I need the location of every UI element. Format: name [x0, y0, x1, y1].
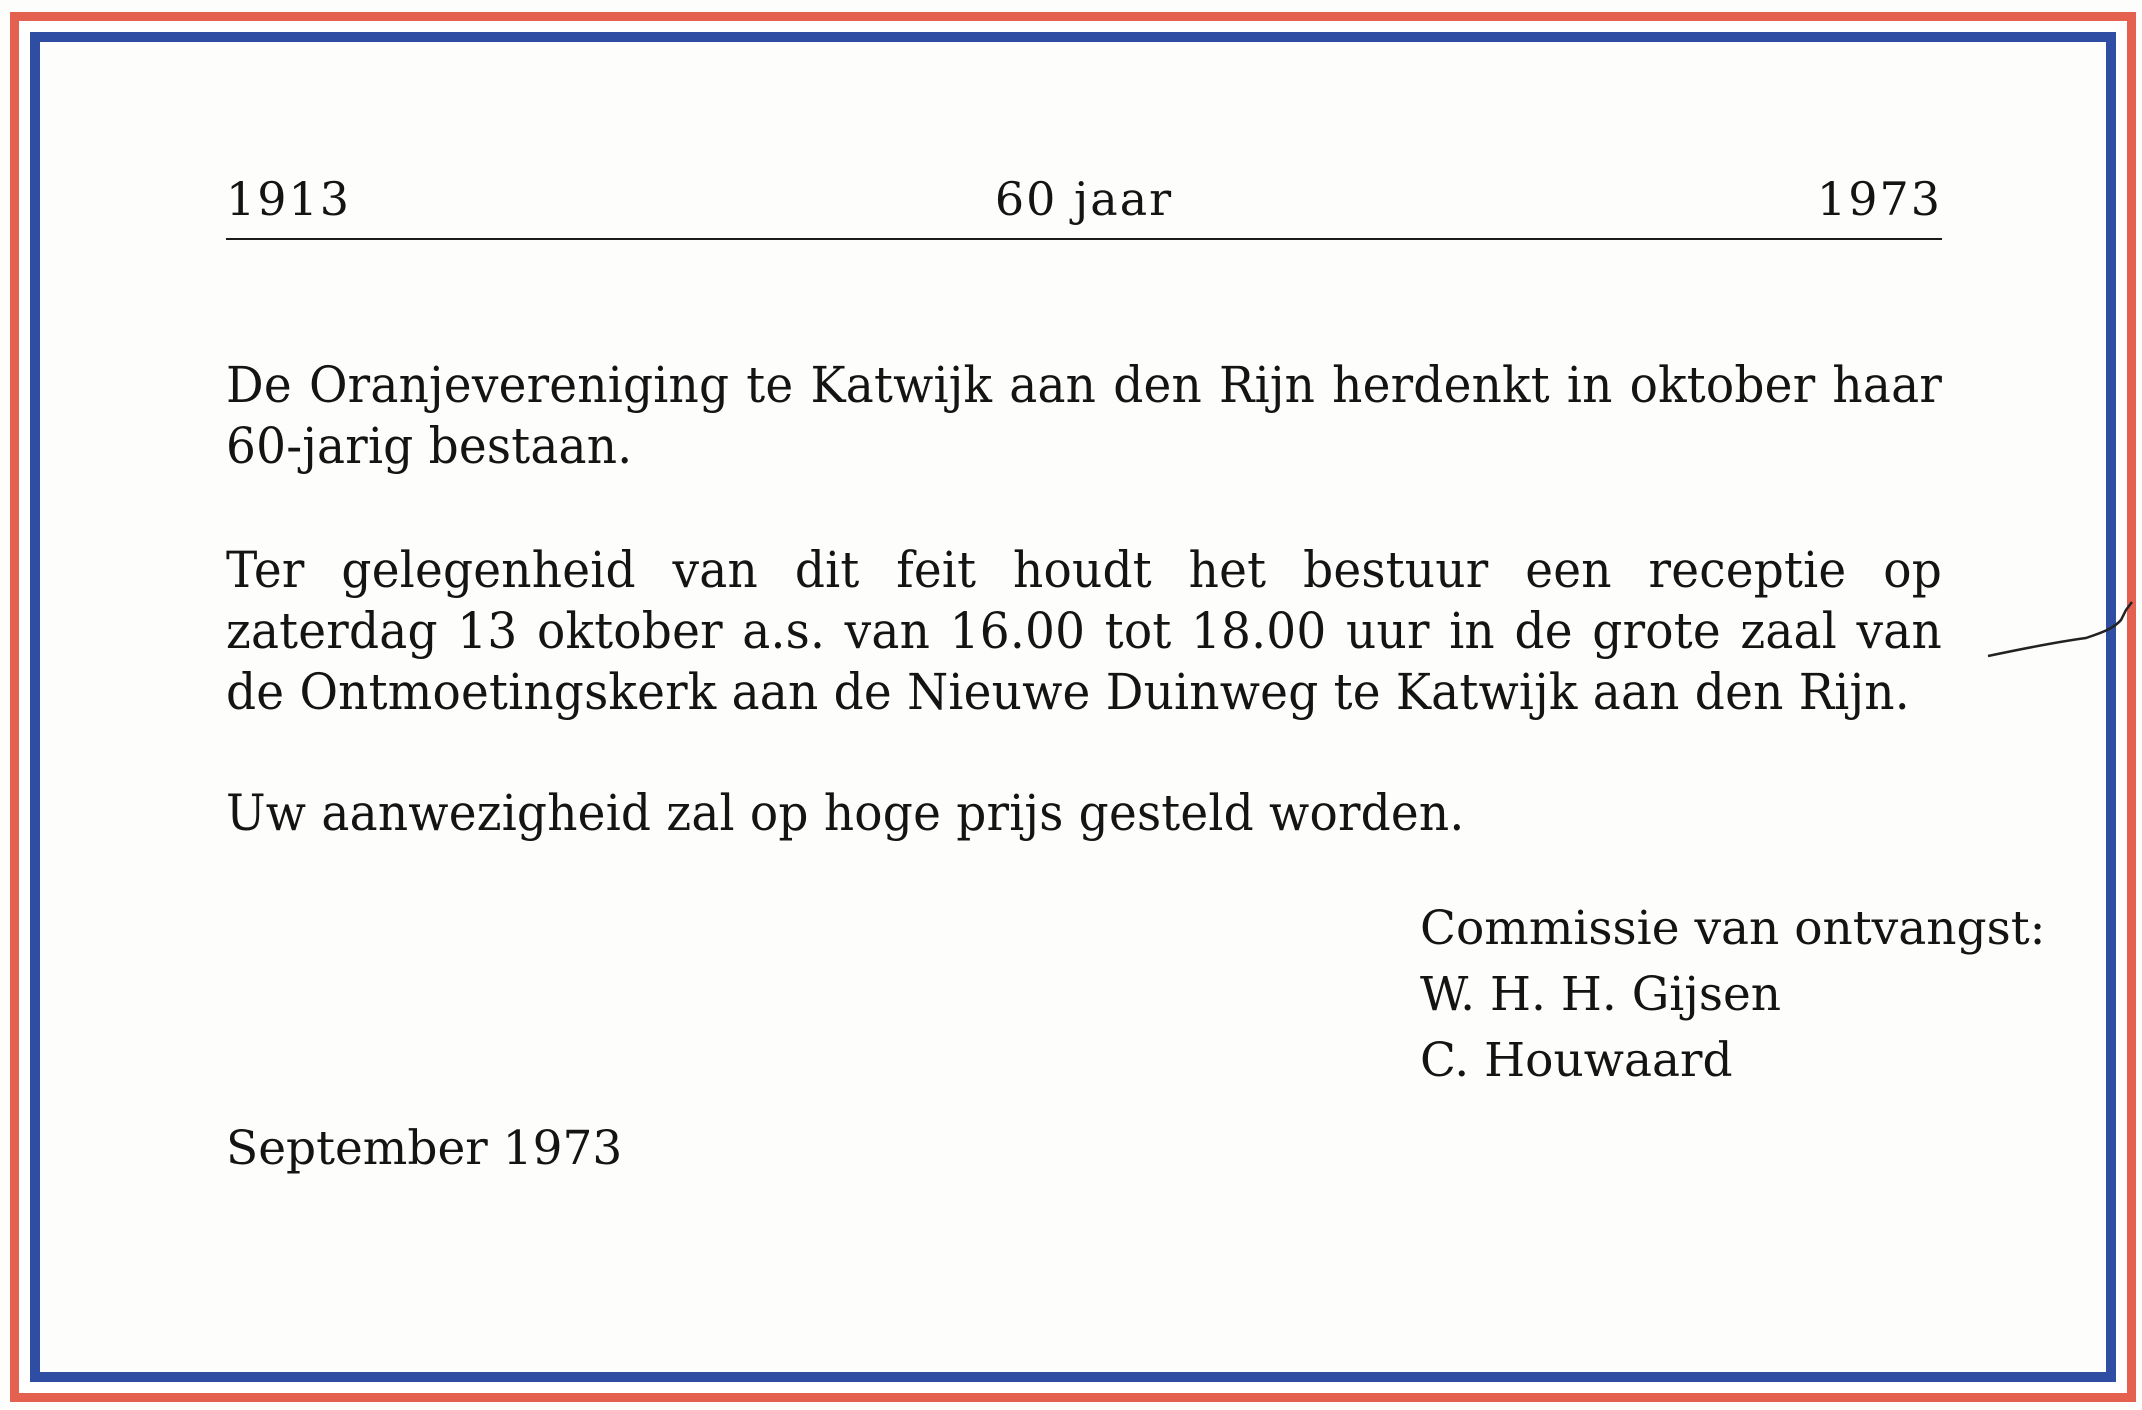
- paragraph-closing: Uw aanwezigheid zal op hoge prijs gesteld worden.: [226, 785, 1465, 843]
- signature-name: W. H. H. Gijsen: [1420, 967, 1782, 1022]
- anniversary-label: 60 jaar: [994, 172, 1174, 226]
- header-divider: [226, 238, 1942, 240]
- signature-block: [1420, 896, 2045, 1094]
- signature-name: C. Houwaard: [1420, 1033, 1733, 1088]
- year-start: 1913: [226, 172, 352, 226]
- paper-tear-mark: [1986, 580, 2136, 660]
- year-end: 1973: [1816, 172, 1942, 226]
- paragraph-announcement: De Oranjevereniging te Katwijk aan den Rijn herdenkt in oktober haar 60-jarig bestaan.: [226, 357, 1942, 476]
- card-content: [226, 0, 2046, 1410]
- paragraph-reception-details: Ter gelegenheid van dit feit houdt het bestuur een receptie op zaterdag 13 oktober a.s. van 16.00 tot 18.00 uur in de grote zaal van de Ontmoetingskerk aan de Nieuwe Duinweg te Katwijk aan den Rijn.: [226, 542, 1942, 722]
- header-row: [226, 172, 1942, 232]
- issue-date: September 1973: [226, 1121, 623, 1176]
- signature-heading: Commissie van ontvangst:: [1420, 901, 2046, 956]
